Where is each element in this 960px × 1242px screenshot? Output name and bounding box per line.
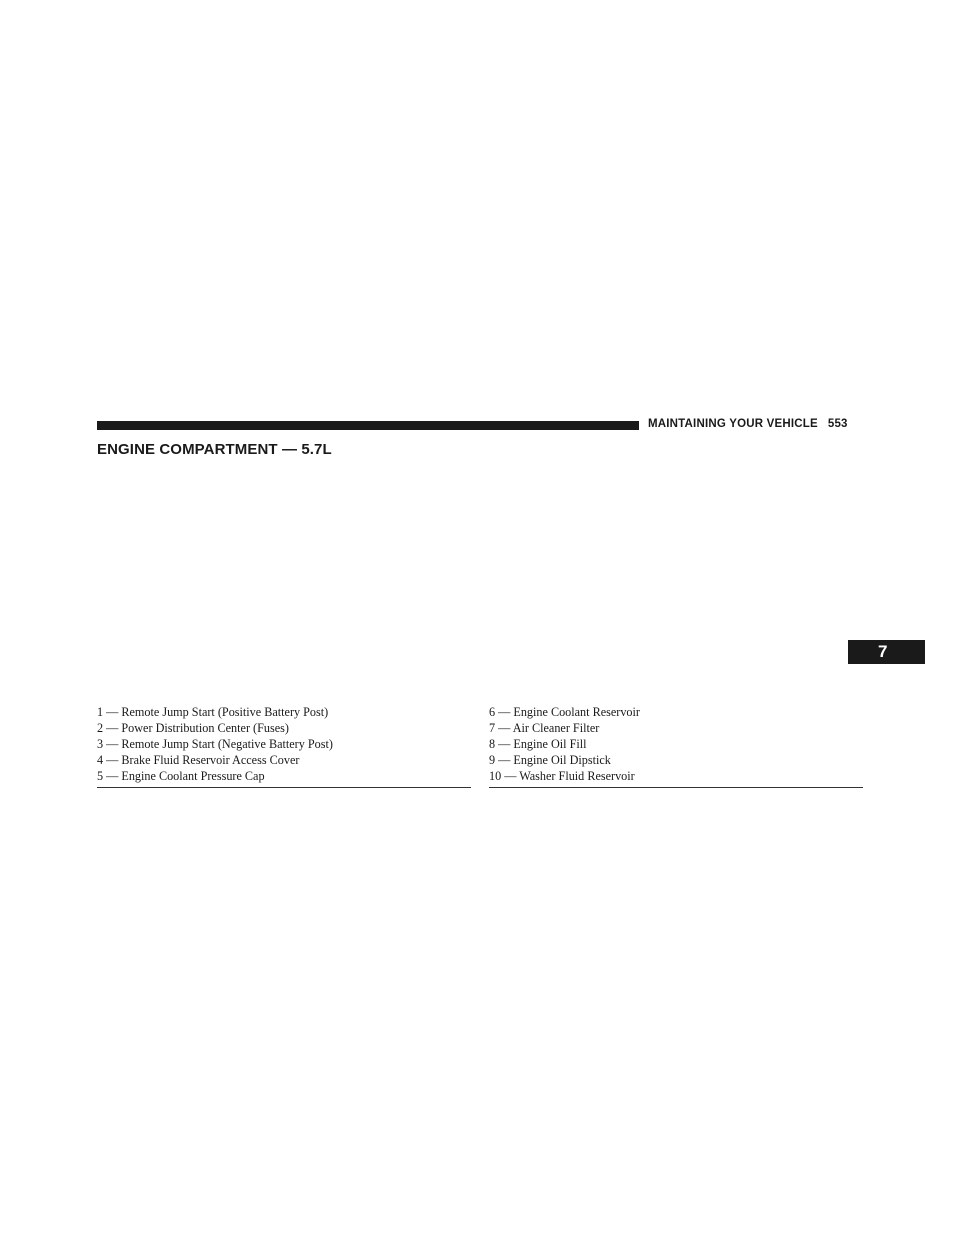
page-number: 553 — [827, 418, 848, 430]
legend-item: 9 — Engine Oil Dipstick — [489, 753, 611, 767]
legend-item: 6 — Engine Coolant Reservoir — [489, 705, 640, 719]
legend-column-right — [489, 704, 863, 788]
header-rule-bar — [97, 421, 639, 430]
legend-item: 4 — Brake Fluid Reservoir Access Cover — [97, 753, 300, 767]
page-title: ENGINE COMPARTMENT — 5.7L — [97, 441, 332, 458]
legend-item: 2 — Power Distribution Center (Fuses) — [97, 721, 289, 735]
legend-column-left — [97, 704, 471, 788]
legend-item: 7 — Air Cleaner Filter — [489, 721, 600, 735]
section-title: MAINTAINING YOUR VEHICLE — [648, 418, 818, 430]
legend-item: 3 — Remote Jump Start (Negative Battery Post) — [97, 737, 333, 751]
legend-item: 10 — Washer Fluid Reservoir — [489, 769, 635, 783]
chapter-tab: 7 — [848, 640, 925, 664]
legend-item: 5 — Engine Coolant Pressure Cap — [97, 769, 265, 783]
running-head — [648, 418, 848, 430]
legend-item: 1 — Remote Jump Start (Positive Battery Post) — [97, 705, 329, 719]
legend-item: 8 — Engine Oil Fill — [489, 737, 587, 751]
